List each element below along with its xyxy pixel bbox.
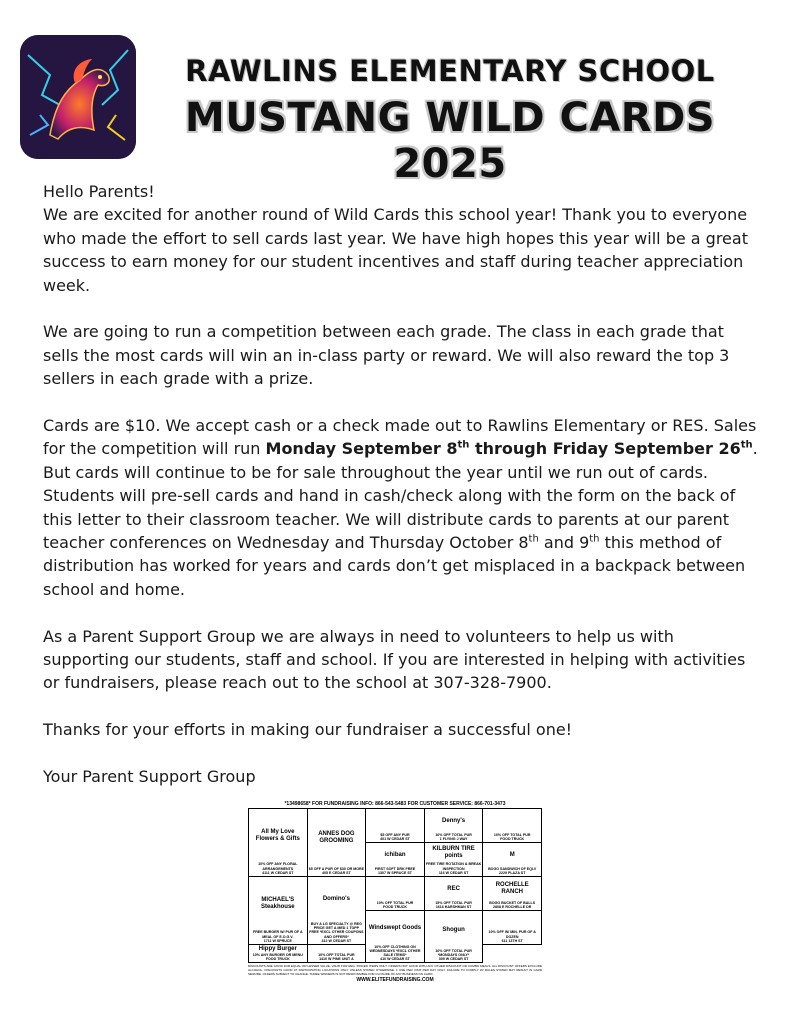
card-cell <box>366 809 425 843</box>
merchant-name: ANNES DOG GROOMING <box>318 831 355 845</box>
letter-body <box>43 180 763 788</box>
merchant-deal: BOGO BUCKET OF BALLS 2808 E ROCHELLE DR <box>489 900 536 909</box>
card-cell <box>308 877 367 945</box>
merchant-deal: FREE TIRE ROTATION & BREAK INSPECTION 116 W CEDAR ST <box>425 862 482 875</box>
card-cell <box>249 877 308 945</box>
card-cell <box>483 843 542 877</box>
paragraph-volunteers: As a Parent Support Group we are always in need to volunteers to help us with supporting our students, staff and school. If you are interested in helping with activities or fundraisers, please reach out to the school at 307-328-7900. <box>43 626 746 693</box>
card-cell <box>425 877 484 911</box>
card-cell <box>366 877 425 911</box>
ordinal-1: th <box>457 440 470 452</box>
merchant-name: ROCHELLE RANCH <box>495 882 529 896</box>
card-grid <box>248 809 542 963</box>
merchant-name: All My Love Flowers & Gifts <box>255 829 300 843</box>
card-cell <box>483 809 542 843</box>
pricing-text-a: Cards are $10. We accept cash or a check made out to Rawlins Elementary or RES. Sales for the competition will run <box>43 416 757 459</box>
date-start: Monday September 8 <box>265 439 458 459</box>
pricing-text-c: and 9 <box>538 533 590 553</box>
merchant-name: Windswept Goods <box>368 924 422 931</box>
paragraph-thanks: Thanks for your efforts in making our fundraiser a successful one! <box>43 720 573 740</box>
ordinal-4: th <box>589 533 600 545</box>
card-cell <box>483 877 542 911</box>
merchant-deal: 10% ANY BURGER OR MENU FOOD TRUCK <box>252 953 303 962</box>
card-cell <box>366 911 425 963</box>
merchant-name: MICHAEL'S Steakhouse <box>260 897 295 911</box>
card-info-line: *13498658* FOR FUNDRAISING INFO: 866-543-5483 FOR CUSTOMER SERVICE: 866-701-3473 <box>248 800 542 809</box>
pricing-text-d: this method of distribution has worked for years and cards don’t get misplaced in a backpack between school and home. <box>43 533 746 599</box>
merchant-deal: BOGO SANDWICH OF EQLV 2229 PLAZA ST <box>488 866 537 875</box>
merchant-name <box>367 878 423 901</box>
card-url: WWW.ELITEFUNDRAISING.COM <box>356 977 434 984</box>
merchant-deal: 10% OFF CLOTHING ON WEDNESDAYS *EXCL OTHER SALE ITEMS* 410 W CEDAR ST <box>369 944 421 962</box>
merchant-name: M <box>509 851 515 858</box>
banner-title: MUSTANG WILD CARDS 2025 <box>184 95 716 187</box>
paragraph-intro: We are excited for another round of Wild Cards this school year! Thank you to everyone who made the effort to sell cards last year. We have high hopes this year will be a great success to earn money for our student incentives and staff during teacher appreciation week. <box>43 205 748 295</box>
card-cell <box>483 911 542 945</box>
merchant-name: Hippy Burger <box>258 946 297 952</box>
card-cell <box>308 945 367 963</box>
card-cell <box>425 911 484 963</box>
merchant-name <box>367 810 423 833</box>
school-name: RAWLINS ELEMENTARY SCHOOL <box>185 54 715 88</box>
card-cell <box>249 945 308 963</box>
card-cell <box>366 843 425 877</box>
merchant-name <box>484 912 540 930</box>
date-end: through Friday September 26 <box>469 439 741 459</box>
merchant-deal: 10% OFF TOTAL PUR 1 FLYING J WAY <box>435 832 472 841</box>
signature: Your Parent Support Group <box>43 767 256 787</box>
discount-card-image <box>248 800 542 986</box>
merchant-deal: 10% OFF W/ MIN. PUR OF A DOZEN 611 13TH ST <box>488 930 536 943</box>
merchant-deal: $5 OFF A PUR OF $30 OR MORE 405 E CEDAR ST <box>308 866 365 875</box>
paragraph-pricing <box>43 414 763 601</box>
ordinal-2: th <box>740 440 753 452</box>
card-cell <box>425 809 484 843</box>
card-cell <box>425 843 484 877</box>
merchant-deal: 10% OFF TOTAL PUR FOOD TRUCK <box>493 832 531 841</box>
merchant-name: REC <box>447 885 460 892</box>
merchant-name: KILBURN TIRE points <box>432 846 475 860</box>
merchant-name: ichiban <box>384 851 406 858</box>
card-cell <box>308 809 367 877</box>
merchant-deal: 10% OFF ANY FLORAL ARRANGEMENTS 4111 W CEDAR ST <box>258 862 298 875</box>
merchant-name: Domino's <box>322 896 350 903</box>
greeting: Hello Parents! <box>43 182 155 201</box>
merchant-deal: 10% OFF TOTAL PUR 1410 W PINE UNIT A <box>318 953 355 962</box>
mustang-horse-icon <box>20 35 136 159</box>
merchant-name <box>309 946 365 953</box>
paragraph-competition: We are going to run a competition between each grade. The class in each grade that sells the most cards will win an in-class party or reward. We will also reward the top 3 sellers in each grade with a prize. <box>43 322 730 389</box>
merchant-deal: $5 OFF ANY PUR 401 W CEDAR ST <box>380 832 410 841</box>
merchant-deal: BUY A LG SPECIALTY @ REG PRICE GET A MED 1 TOPP FREE *EXCL OTHER COUPONS AND OFFERS* 312 W CEDAR ST <box>309 921 364 943</box>
merchant-deal: FIRST SOFT DRK FREE 1307 W SPRUCE ST <box>374 866 416 875</box>
pricing-text-b: . But cards will continue to be for sale throughout the year until we run out of cards. Students will pre-sell cards and hand in cash/check along with the form on the back of this letter to their classroom teacher. We will distribute cards to parents at our parent teacher conferences on Wednesday and Thursday October 8 <box>43 439 758 553</box>
merchant-deal: FREE BURGER W/ PUR OF A MEAL OF E.O.G.V. 1711 W SPRUCE <box>253 930 303 943</box>
competition-dates <box>266 439 753 458</box>
merchant-deal: 10% OFF TOTAL PUR *MONDAYS ONLY* 309 W CEDAR ST <box>435 948 472 962</box>
merchant-name <box>484 810 540 833</box>
card-cell <box>249 809 308 877</box>
card-fine-print: DISCOUNTS ARE GOOD FOR EQUAL OR LESSER VALUE. VALID FOR REG. PRICED ITEMS ONLY. OFFERS NOT GOOD WITH ANY OTHER DISCOUNT OR COMBO MEALS. ALL DISCOUNT OFFERS EXCLUDE ALCOHOL. DISCOUNTS GOOD AT PARTICIPATING LOCATIONS ONLY UNLESS STATED OTHERWISE. 1 USE PER VISIT PER DAY ONLY. FAILURE TO COMPLY W/ RULES STATED MAY RESULT IN CARD SEIZURE. OFFERS SUBJECT TO CHANGE. THREE WINNERS IS NOT RESPONSIBLE FOR CLOSURE OF ANY BUSINESS ON CARD. <box>248 964 542 977</box>
merchant-deal: 15% OFF TOTAL PUR 1616 HARSHMAN ST <box>435 900 472 909</box>
merchant-name: Shogun <box>442 926 465 933</box>
merchant-name: Denny's <box>442 817 466 824</box>
merchant-deal: 10% OFF TOTAL PUR FOOD TRUCK <box>376 900 414 909</box>
mustang-logo <box>20 35 136 159</box>
ordinal-3: th <box>528 533 539 545</box>
